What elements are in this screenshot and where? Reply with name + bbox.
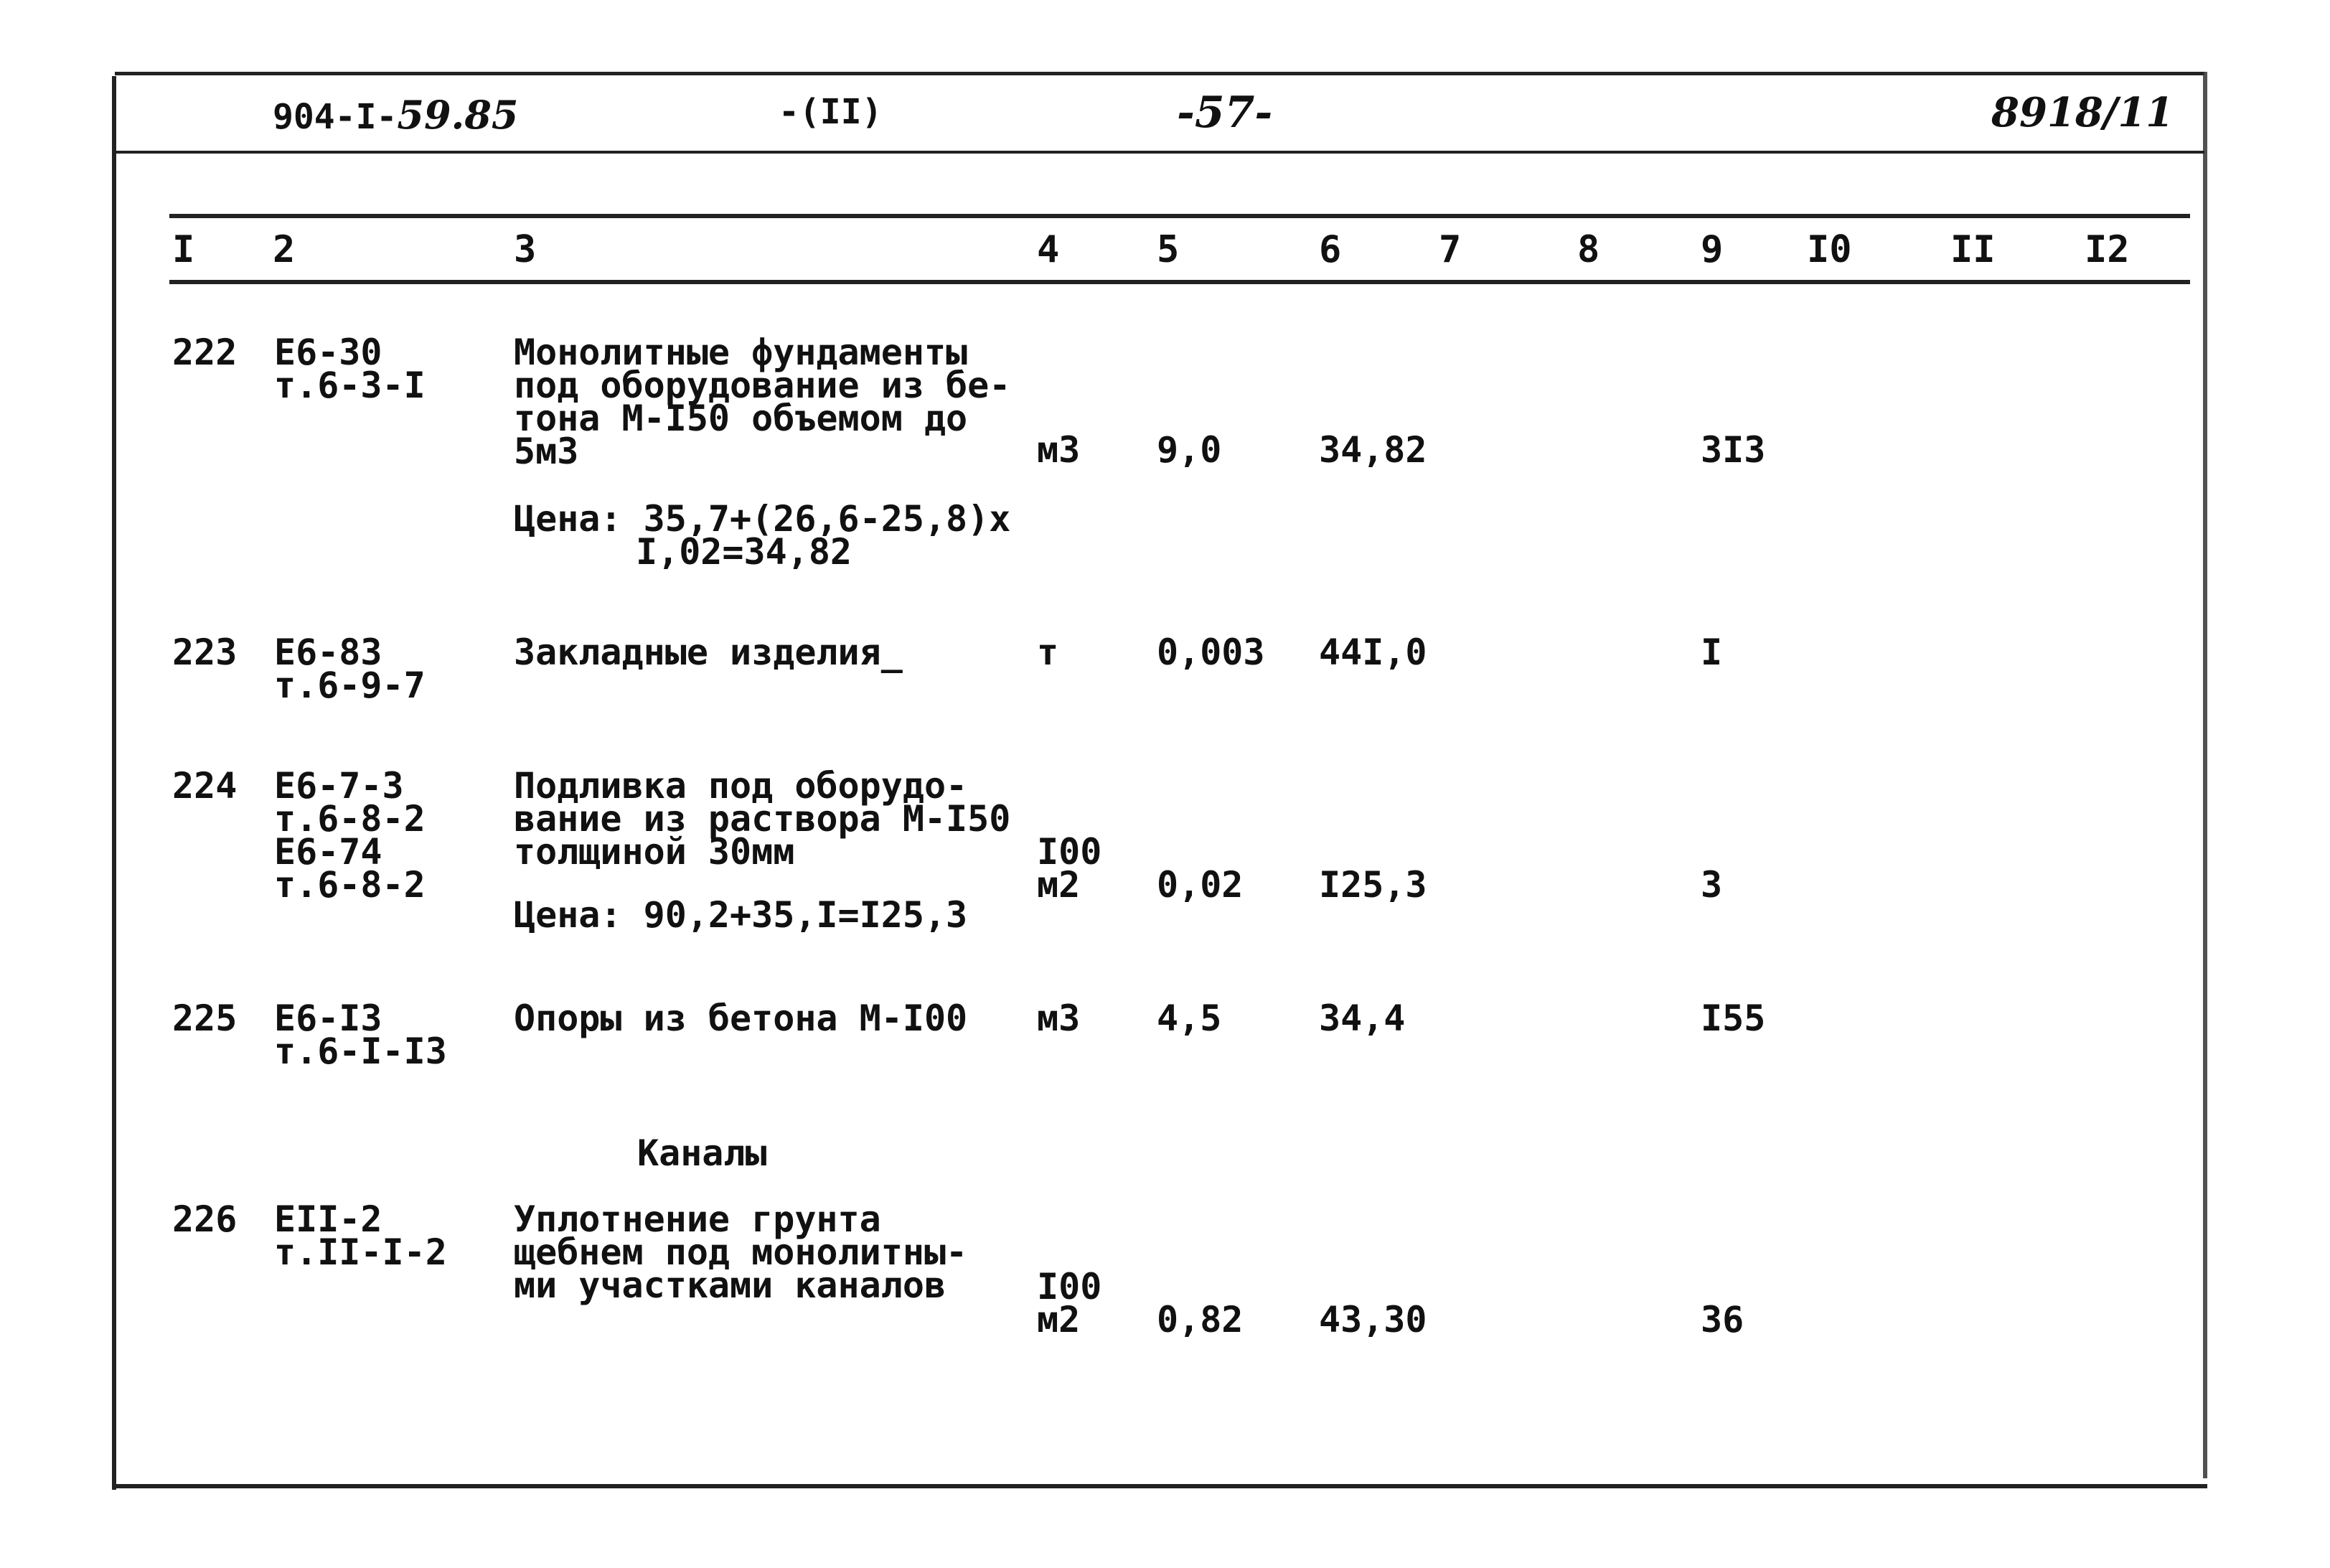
column-number: II xyxy=(1950,228,1996,271)
section-heading: Каналы xyxy=(637,1132,767,1174)
rate-code: E6-30 т.6-3-I xyxy=(274,332,426,406)
row-number: 222 xyxy=(172,332,238,373)
column-number: 4 xyxy=(1037,228,1060,271)
unit: м3 xyxy=(1037,997,1081,1039)
unit: I00 м2 xyxy=(1037,831,1102,906)
unit-price: 44I,0 xyxy=(1319,632,1427,673)
total-cost: I55 xyxy=(1701,997,1766,1039)
unit: т xyxy=(1037,632,1059,673)
total-cost: 3 xyxy=(1701,864,1723,906)
work-description: Уплотнение грунта щебнем под монолитны- ми участками каналов xyxy=(514,1198,968,1306)
work-description: Закладные изделия_ xyxy=(514,632,903,673)
document-code-handwritten: 59.85 xyxy=(397,92,519,138)
frame-right-border xyxy=(2203,72,2207,1478)
column-number: 6 xyxy=(1319,228,1342,271)
column-header-bottom-rule xyxy=(169,280,2190,284)
unit-price: 34,82 xyxy=(1319,429,1427,471)
work-description: Монолитные фундаменты под оборудование из бе- тона М-I50 объемом до 5м3 xyxy=(514,332,1011,472)
sheet-number: 8918/11 xyxy=(1991,89,2174,136)
column-number: 3 xyxy=(514,228,537,271)
row-number: 223 xyxy=(172,632,238,673)
frame-left-border xyxy=(112,76,116,1490)
price-note: Цена: 90,2+35,I=I25,3 xyxy=(514,894,968,936)
row-number: 225 xyxy=(172,997,238,1039)
unit-price: I25,3 xyxy=(1319,864,1427,906)
quantity: 0,82 xyxy=(1157,1299,1244,1341)
rate-code: EII-2 т.II-I-2 xyxy=(274,1198,447,1273)
column-number: I2 xyxy=(2085,228,2130,271)
frame-bottom-border xyxy=(112,1484,2207,1488)
quantity: 0,02 xyxy=(1157,864,1244,906)
part-number: -(II) xyxy=(779,92,883,132)
column-number: 2 xyxy=(273,228,296,271)
column-number: I xyxy=(172,228,195,271)
quantity: 9,0 xyxy=(1157,429,1222,471)
rate-code: E6-83 т.6-9-7 xyxy=(274,632,426,706)
quantity: 4,5 xyxy=(1157,997,1222,1039)
total-cost: 36 xyxy=(1701,1299,1744,1341)
column-number: 5 xyxy=(1157,228,1180,271)
column-header-top-rule xyxy=(169,214,2190,218)
column-number: 8 xyxy=(1577,228,1600,271)
total-cost: 3I3 xyxy=(1701,429,1766,471)
unit: I00 м2 xyxy=(1037,1266,1102,1341)
total-cost: I xyxy=(1701,632,1723,673)
column-number: 9 xyxy=(1701,228,1724,271)
document-code xyxy=(273,92,518,138)
header-divider xyxy=(115,151,2204,154)
unit-price: 43,30 xyxy=(1319,1299,1427,1341)
work-description: Опоры из бетона М-I00 xyxy=(514,997,968,1039)
page-number: -57- xyxy=(1177,88,1273,138)
rate-code: E6-7-3 т.6-8-2 E6-74 т.6-8-2 xyxy=(274,765,426,906)
row-number: 226 xyxy=(172,1198,238,1240)
rate-code: E6-I3 т.6-I-I3 xyxy=(274,997,447,1072)
frame-top-border xyxy=(115,72,2204,75)
quantity: 0,003 xyxy=(1157,632,1265,673)
row-number: 224 xyxy=(172,765,238,807)
work-description: Подливка под оборудо- вание из раствора М-I50 толщиной 30мм xyxy=(514,765,1011,873)
unit-price: 34,4 xyxy=(1319,997,1406,1039)
unit: м3 xyxy=(1037,429,1081,471)
document-code-prefix: 904-I- xyxy=(273,97,398,137)
price-note: Цена: 35,7+(26,6-25,8)x I,02=34,82 xyxy=(514,498,1011,573)
column-number: I0 xyxy=(1807,228,1852,271)
column-number: 7 xyxy=(1439,228,1462,271)
